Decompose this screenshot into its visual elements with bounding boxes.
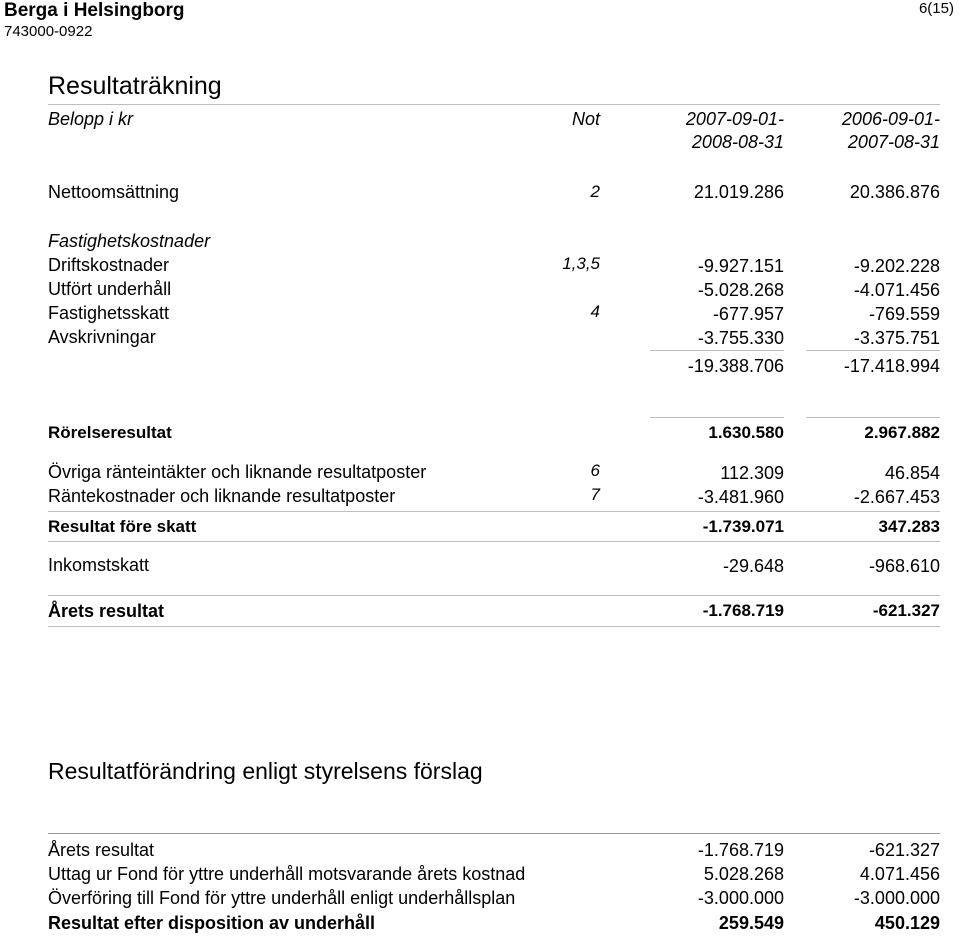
income-statement-title: Resultaträkning	[48, 72, 222, 100]
row-value1-fastighetsskatt: -677.957	[712, 304, 784, 324]
period1-start: 2007-09-01-	[685, 109, 784, 129]
row-label-fastighetsskatt: Fastighetsskatt	[48, 303, 170, 323]
alloc-label-uttag-fond: Uttag ur Fond för yttre underhåll motsvarande årets kostnad	[48, 864, 526, 884]
row-note-ranteintakter: 6	[590, 461, 600, 480]
divider-after-resultat-fore-skatt	[48, 541, 940, 542]
period2-start: 2006-09-01-	[841, 109, 940, 129]
row-value1-resultat-fore-skatt: -1.739.071	[702, 517, 784, 536]
row-value1-arets-resultat: -1.768.719	[702, 601, 784, 620]
allocation-divider	[48, 833, 940, 834]
row-value2-arets-resultat: -621.327	[872, 601, 940, 620]
row-label-driftskostnader: Driftskostnader	[48, 255, 170, 275]
row-note-nettoomsattning: 2	[590, 182, 600, 201]
row-value2-fastighetsskatt: -769.559	[868, 304, 940, 324]
alloc-value1-uttag-fond: 5.028.268	[703, 864, 784, 884]
row-label-arets-resultat: Årets resultat	[48, 601, 165, 621]
company-name: Berga i Helsingborg	[4, 0, 185, 21]
alloc-value2-resultat-efter: 450.129	[874, 913, 940, 933]
row-value1-rorelseresultat: 1.630.580	[708, 423, 784, 442]
row-label-inkomstskatt: Inkomstskatt	[48, 555, 150, 575]
page-number: 6(15)	[918, 0, 954, 17]
row-value2-nettoomsattning: 20.386.876	[849, 182, 940, 202]
subtotal-divider-1	[650, 350, 784, 351]
row-value1-nettoomsattning: 21.019.286	[693, 182, 784, 202]
row-value2-ranteintakter: 46.854	[884, 463, 940, 483]
row-value1-driftskostnader: -9.927.151	[697, 256, 784, 276]
alloc-label-arets-resultat: Årets resultat	[48, 840, 155, 860]
allocation-title: Resultatförändring enligt styrelsens förslag	[48, 758, 483, 784]
row-value2-driftskostnader: -9.202.228	[853, 256, 940, 276]
section-heading-fastighetskostnader: Fastighetskostnader	[48, 231, 211, 251]
row-value2-utfort-underhall: -4.071.456	[853, 280, 940, 300]
row-value2-rorelseresultat: 2.967.882	[864, 423, 940, 442]
divider-resultat-fore-skatt	[48, 511, 940, 512]
total-divider-1	[650, 417, 784, 418]
row-label-resultat-fore-skatt: Resultat före skatt	[48, 517, 197, 536]
row-label-utfort-underhall: Utfört underhåll	[48, 279, 172, 299]
alloc-label-resultat-efter: Resultat efter disposition av underhåll	[48, 913, 376, 933]
row-value1-avskrivningar: -3.755.330	[697, 328, 784, 348]
row-label-rantekostnader: Räntekostnader och liknande resultatposter	[48, 486, 396, 506]
divider-after-arets-resultat	[48, 626, 940, 627]
row-value1-rantekostnader: -3.481.960	[697, 487, 784, 507]
alloc-label-overforing-fond: Överföring till Fond för yttre underhåll enligt underhållsplan	[48, 888, 516, 908]
period1-end: 2008-08-31	[691, 132, 784, 152]
subtotal-value2-costs: -17.418.994	[843, 356, 940, 376]
row-value2-rantekostnader: -2.667.453	[853, 487, 940, 507]
org-number: 743000-0922	[4, 23, 93, 40]
row-value1-inkomstskatt: -29.648	[722, 556, 784, 576]
row-value2-avskrivningar: -3.375.751	[853, 328, 940, 348]
alloc-value1-arets-resultat: -1.768.719	[697, 840, 784, 860]
alloc-value1-resultat-efter: 259.549	[718, 913, 784, 933]
row-note-rantekostnader: 7	[590, 485, 600, 504]
row-value2-inkomstskatt: -968.610	[868, 556, 940, 576]
row-note-fastighetsskatt: 4	[590, 302, 600, 321]
row-value1-utfort-underhall: -5.028.268	[697, 280, 784, 300]
subtotal-divider-2	[806, 350, 940, 351]
row-note-driftskostnader: 1,3,5	[562, 254, 600, 273]
row-label-rorelseresultat: Rörelseresultat	[48, 423, 172, 442]
row-value2-resultat-fore-skatt: 347.283	[878, 517, 940, 536]
title-divider	[48, 104, 940, 105]
total-divider-2	[806, 417, 940, 418]
alloc-value2-arets-resultat: -621.327	[868, 840, 940, 860]
note-column-label: Not	[571, 109, 600, 129]
row-label-nettoomsattning: Nettoomsättning	[48, 182, 180, 202]
row-label-avskrivningar: Avskrivningar	[48, 327, 156, 347]
alloc-value2-uttag-fond: 4.071.456	[859, 864, 940, 884]
amount-column-label: Belopp i kr	[48, 109, 134, 129]
divider-arets-resultat	[48, 595, 940, 596]
subtotal-value1-costs: -19.388.706	[687, 356, 784, 376]
alloc-value2-overforing-fond: -3.000.000	[853, 888, 940, 908]
alloc-value1-overforing-fond: -3.000.000	[697, 888, 784, 908]
row-value1-ranteintakter: 112.309	[720, 463, 784, 483]
period2-end: 2007-08-31	[847, 132, 940, 152]
row-label-ranteintakter: Övriga ränteintäkter och liknande resultatposter	[48, 462, 427, 482]
